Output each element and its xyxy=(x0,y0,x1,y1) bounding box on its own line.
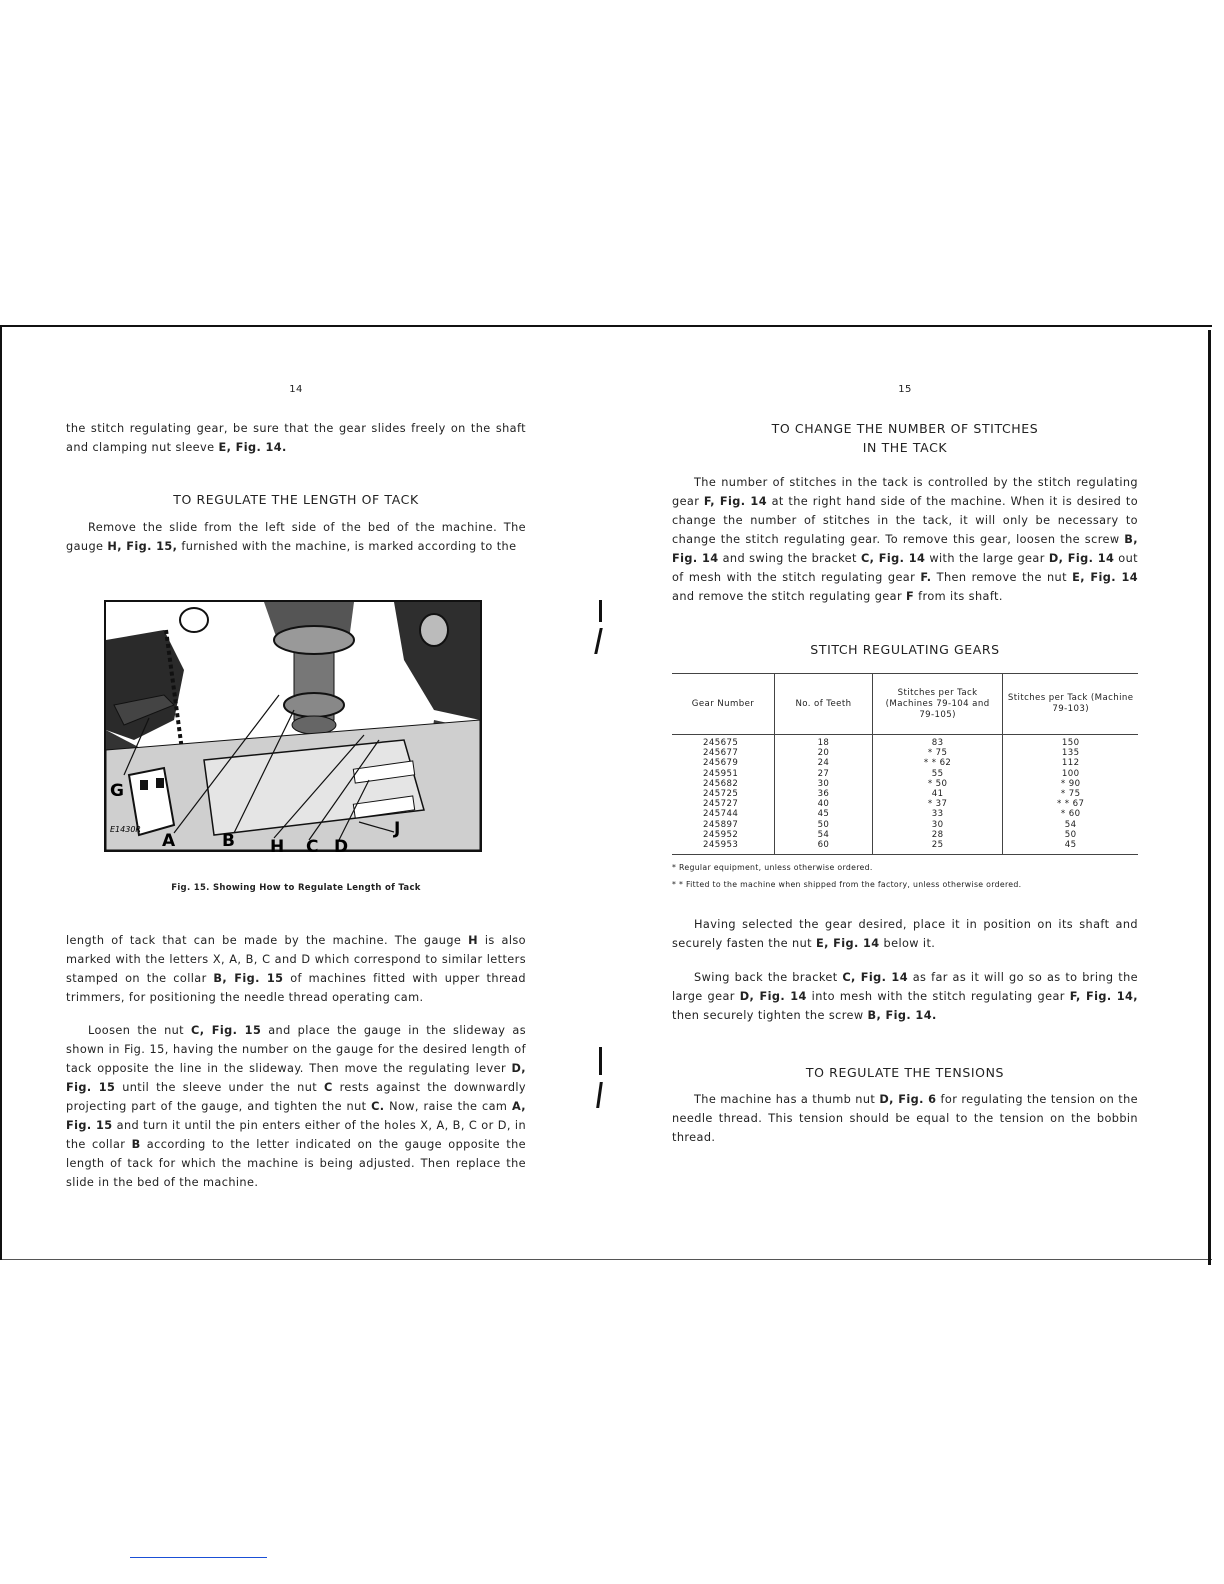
gutter-mark xyxy=(599,1047,602,1075)
table-header-row xyxy=(672,674,1138,735)
heading-line: TO CHANGE THE NUMBER OF STITCHES xyxy=(771,421,1039,436)
table-row xyxy=(672,820,1138,830)
table-cell: 40 xyxy=(775,799,873,809)
figure-ref: F. xyxy=(920,571,932,584)
table-cell: * 60 xyxy=(1003,809,1138,819)
table-cell: 245951 xyxy=(703,768,739,779)
figure-ref: C, Fig. 14 xyxy=(842,971,908,985)
text: with the large gear xyxy=(925,552,1049,565)
table-cell: 245725 xyxy=(703,789,739,800)
text: the stitch regulating gear, be sure that the gear slides freely on the shaft and clamping nut sleeve xyxy=(66,422,526,454)
table-row xyxy=(672,735,1138,749)
table-row xyxy=(672,809,1138,819)
figure-ref: A, Fig. 15 xyxy=(66,1100,526,1132)
table-cell: 33 xyxy=(872,809,1002,819)
table-cell: 30 xyxy=(872,820,1002,830)
text: of machines fitted with upper thread trimmers, for positioning the needle thread operating cam. xyxy=(66,972,526,1004)
table-cell: 245679 xyxy=(703,758,739,769)
text: until the sleeve under the nut xyxy=(115,1081,324,1094)
text: out of mesh with the stitch regulating gear xyxy=(672,552,1139,584)
right-edge-line xyxy=(1208,330,1211,1265)
figure-ref: F, Fig. 14 xyxy=(703,495,767,508)
figure-ref: B, Fig. 14 xyxy=(672,533,1138,565)
table-row xyxy=(672,789,1138,799)
section-heading: TO REGULATE THE LENGTH OF TACK xyxy=(173,492,419,507)
table-cell: 60 xyxy=(775,840,873,855)
table-cell: 50 xyxy=(775,820,873,830)
gutter-mark xyxy=(599,600,602,622)
table-row xyxy=(672,799,1138,809)
table-cell: 245677 xyxy=(703,748,739,759)
text: The machine has a thumb nut xyxy=(694,1093,880,1107)
text: is also marked with the letters X, A, B, C and D which correspond to similar letters stamped on the collar xyxy=(66,934,526,985)
table-cell: 245897 xyxy=(703,819,739,830)
table-cell: 54 xyxy=(1003,820,1138,830)
figure-ref: C, Fig. 14 xyxy=(860,552,926,565)
table-cell: 135 xyxy=(1003,748,1138,758)
text: from its shaft. xyxy=(914,590,1003,603)
right-page xyxy=(672,380,1138,1147)
table-cell: 245744 xyxy=(703,809,739,820)
table-row xyxy=(672,830,1138,840)
top-border-rule xyxy=(0,325,1212,327)
figure-ref: C. xyxy=(371,1100,385,1113)
text: and remove the stitch regulating gear xyxy=(672,590,907,603)
paragraph xyxy=(66,931,526,1007)
table-cell: 54 xyxy=(775,830,873,840)
figure-ref: F xyxy=(906,590,915,603)
table-cell: 245727 xyxy=(703,799,739,810)
figure-ref: H, Fig. 15, xyxy=(107,540,178,553)
table-row xyxy=(672,769,1138,779)
text: at the right hand side of the machine. When it is desired to change the number of stitches in the tack, it will only be necessary to change the stitch regulating gear. To remove this gear, loosen the screw xyxy=(672,495,1138,546)
table-cell: 45 xyxy=(775,809,873,819)
gutter-mark xyxy=(594,628,603,654)
left-page-lower xyxy=(66,931,526,1192)
text: according to the letter indicated on the gauge opposite the length of tack for which the machine is being adjusted. Then replace the slide in the bed of the machine. xyxy=(66,1138,526,1189)
figure-ref: D, Fig. 6 xyxy=(879,1093,937,1107)
label-a: A xyxy=(162,831,176,851)
text: and swing the bracket xyxy=(718,552,861,565)
table-cell: 27 xyxy=(775,769,873,779)
table-cell: 24 xyxy=(775,758,873,768)
figure-ref: H xyxy=(468,934,478,947)
gutter-mark xyxy=(596,1082,603,1108)
table-cell: * * 67 xyxy=(1003,799,1138,809)
table-cell: * 75 xyxy=(1003,789,1138,799)
text: and place the gauge in the slideway as shown in Fig. 15, having the number on the gauge for the desired length of tack opposite the line in the slideway. Then move the regulating lever xyxy=(66,1024,526,1075)
machine-drawing xyxy=(104,600,482,852)
table-cell: 112 xyxy=(1003,758,1138,768)
table-row xyxy=(672,840,1138,855)
left-page xyxy=(66,380,526,556)
figure-ref: D, Fig. 15 xyxy=(66,1062,526,1094)
table-cell: * 90 xyxy=(1003,779,1138,789)
text: Remove the slide from the left side of the bed of the machine. The gauge xyxy=(66,521,526,553)
text: Then remove the nut xyxy=(931,571,1073,584)
table-cell: 50 xyxy=(1003,830,1138,840)
figure-ref: B, Fig. 14. xyxy=(867,1009,937,1023)
column-header: Gear Number xyxy=(672,674,775,735)
label-g: G xyxy=(110,781,124,801)
column-header: Stitches per Tack (Machines 79-104 and 79-105) xyxy=(872,674,1002,735)
section-heading xyxy=(672,419,1138,457)
text: The number of stitches in the tack is controlled by the stitch regulating gear xyxy=(672,476,1138,508)
figure-15-illustration xyxy=(104,600,482,852)
blue-underline xyxy=(130,1557,267,1558)
footnote: * Regular equipment, unless otherwise ordered. xyxy=(672,863,873,873)
table-cell: 41 xyxy=(872,789,1002,799)
table-title: STITCH REGULATING GEARS xyxy=(810,642,1000,657)
table-cell: * * 62 xyxy=(872,758,1002,768)
text: length of tack that can be made by the machine. The gauge xyxy=(66,934,469,947)
figure-ref: D, Fig. 14 xyxy=(1048,552,1115,565)
table-cell: 30 xyxy=(775,779,873,789)
text: furnished with the machine, is marked according to the xyxy=(177,540,517,553)
page-number: 14 xyxy=(289,384,303,395)
table-row xyxy=(672,758,1138,768)
figure-ref: C, Fig. 15 xyxy=(191,1024,262,1037)
text: for regulating the tension on the needle thread. This tension should be equal to the tension on the bobbin thread. xyxy=(672,1093,1139,1145)
figure-ref: E, Fig. 14 xyxy=(1072,571,1139,584)
table-cell: * 75 xyxy=(872,748,1002,758)
section-heading: TO REGULATE THE TENSIONS xyxy=(805,1065,1005,1081)
text: below it. xyxy=(879,937,936,951)
text: into mesh with the stitch regulating gear xyxy=(806,990,1070,1004)
text: and turn it until the pin enters either of the holes X, A, B, C or D, in the collar xyxy=(66,1119,526,1151)
table-cell: 83 xyxy=(872,735,1002,749)
paragraph xyxy=(672,968,1138,1025)
figure-code: E1430R xyxy=(110,825,141,834)
table-row xyxy=(672,748,1138,758)
table-cell: 20 xyxy=(775,748,873,758)
stitch-gears-table xyxy=(672,673,1138,855)
figure-ref: E, Fig. 14. xyxy=(218,441,287,454)
table-cell: 25 xyxy=(872,840,1002,855)
table-cell: 245952 xyxy=(703,829,739,840)
table-cell: 28 xyxy=(872,830,1002,840)
text: Swing back the bracket xyxy=(694,971,843,985)
text: Loosen the nut xyxy=(88,1024,192,1037)
figure-ref: C xyxy=(323,1081,333,1094)
column-header: Stitches per Tack (Machine 79-103) xyxy=(1003,674,1138,735)
label-d: D xyxy=(334,837,349,852)
table-cell: 45 xyxy=(1003,840,1138,855)
footnote: * * Fitted to the machine when shipped from the factory, unless otherwise ordered. xyxy=(672,880,1022,890)
figure-ref: F, Fig. 14, xyxy=(1069,990,1138,1004)
label-b: B xyxy=(222,831,235,851)
table-cell: 245682 xyxy=(703,778,739,789)
text: as far as it will go so as to bring the large gear xyxy=(672,971,1138,1004)
page-number: 15 xyxy=(898,384,912,395)
table-row xyxy=(672,779,1138,789)
figure-ref: B, Fig. 15 xyxy=(213,972,284,985)
intro-paragraph xyxy=(66,419,526,457)
table-cell: 245675 xyxy=(703,738,739,748)
table-cell: * 50 xyxy=(872,779,1002,789)
table-cell: 55 xyxy=(872,769,1002,779)
text: then securely tighten the screw xyxy=(672,1009,868,1023)
table-cell: 18 xyxy=(775,735,873,749)
bottom-border-rule xyxy=(0,1259,1212,1260)
table-cell: * 37 xyxy=(872,799,1002,809)
paragraph xyxy=(672,473,1138,606)
table-cell: 100 xyxy=(1003,769,1138,779)
paragraph xyxy=(66,518,526,556)
column-header: No. of Teeth xyxy=(775,674,873,735)
text: rests against the downwardly projecting part of the gauge, and tighten the nut xyxy=(66,1081,527,1113)
paragraph xyxy=(672,915,1138,953)
table-cell: 245953 xyxy=(672,840,775,855)
table-cell: 36 xyxy=(775,789,873,799)
label-c: C xyxy=(306,837,319,852)
figure-ref: E, Fig. 14 xyxy=(815,937,880,951)
label-h: H xyxy=(270,837,285,852)
left-edge-line xyxy=(0,325,2,1260)
label-j: J xyxy=(394,819,401,839)
table-cell: 150 xyxy=(1003,735,1138,749)
text: Having selected the gear desired, place it in position on its shaft and securely fasten the nut xyxy=(672,918,1138,951)
paragraph xyxy=(66,1021,526,1192)
text: Now, raise the cam xyxy=(384,1100,512,1113)
figure-caption: Fig. 15. Showing How to Regulate Length of Tack xyxy=(171,883,421,893)
figure-ref: D, Fig. 14 xyxy=(739,990,807,1004)
paragraph xyxy=(672,1090,1138,1147)
heading-line: IN THE TACK xyxy=(862,440,948,455)
figure-ref: B xyxy=(131,1138,141,1151)
